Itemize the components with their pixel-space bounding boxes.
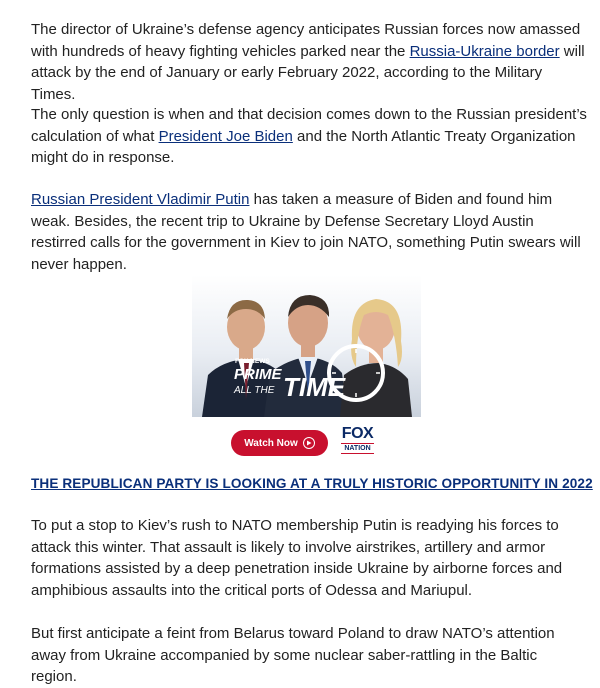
- vladimir-putin-link[interactable]: Russian President Vladimir Putin: [31, 191, 250, 208]
- paragraph-3: [31, 189, 587, 275]
- promo-title-prime: PRIME: [234, 366, 282, 383]
- paragraph-text: has taken a measure of Biden and found him weak. Besides, the recent trip to Ukraine by Defense Secretary Lloyd Austin restirred calls for the government in Kiev to join NATO, something Putin swears will never happen.: [31, 191, 581, 273]
- play-icon: [303, 437, 315, 449]
- promo-title-all-the: ALL THE: [234, 385, 275, 396]
- paragraph-4: To put a stop to Kiev’s rush to NATO membership Putin is readying his forces to attack this winter. That assault is likely to involve airstrikes, artillery and armor formations assisted by a deep penetration inside Ukraine by airborne forces and amphibious assaults into the critical ports of Odessa and Mariupul.: [31, 517, 563, 599]
- watch-now-label: Watch Now: [244, 437, 298, 449]
- network-label: FOX NEWS: [235, 358, 270, 365]
- promo-title-time: TIME: [283, 372, 346, 402]
- paragraph-text: The director of Ukraine’s defense agency anticipates Russian forces now amassed with hundreds of heavy fighting vehicles parked near the: [31, 21, 581, 60]
- paragraph-text: The only question is when and that decision comes down to the Russian president’s calculation of what: [31, 106, 587, 145]
- prime-time-promo-image[interactable]: [192, 275, 421, 417]
- fox-nation-logo[interactable]: [341, 426, 374, 454]
- fox-logo-word: FOX: [341, 425, 374, 442]
- watch-now-button[interactable]: [231, 430, 328, 456]
- paragraph-2: [31, 104, 587, 169]
- nation-logo-word: NATION: [341, 443, 374, 454]
- paragraph-text: and the North Atlantic Treaty Organization might do in response.: [31, 127, 576, 167]
- paragraph-5: But first anticipate a feint from Belarus toward Poland to draw NATO’s attention away from Ukraine accompanied by some nuclear saber-rattling in the Baltic region.: [31, 625, 555, 686]
- related-headline-link[interactable]: THE REPUBLICAN PARTY IS LOOKING AT A TRULY HISTORIC OPPORTUNITY IN 2022: [31, 476, 593, 491]
- russia-ukraine-border-link[interactable]: Russia-Ukraine border: [409, 42, 560, 60]
- paragraph-1: [31, 19, 587, 105]
- paragraph-text: will attack by the end of January or early February 2022, according to the Military Times.: [31, 42, 585, 103]
- president-joe-biden-link[interactable]: President Joe Biden: [158, 127, 293, 145]
